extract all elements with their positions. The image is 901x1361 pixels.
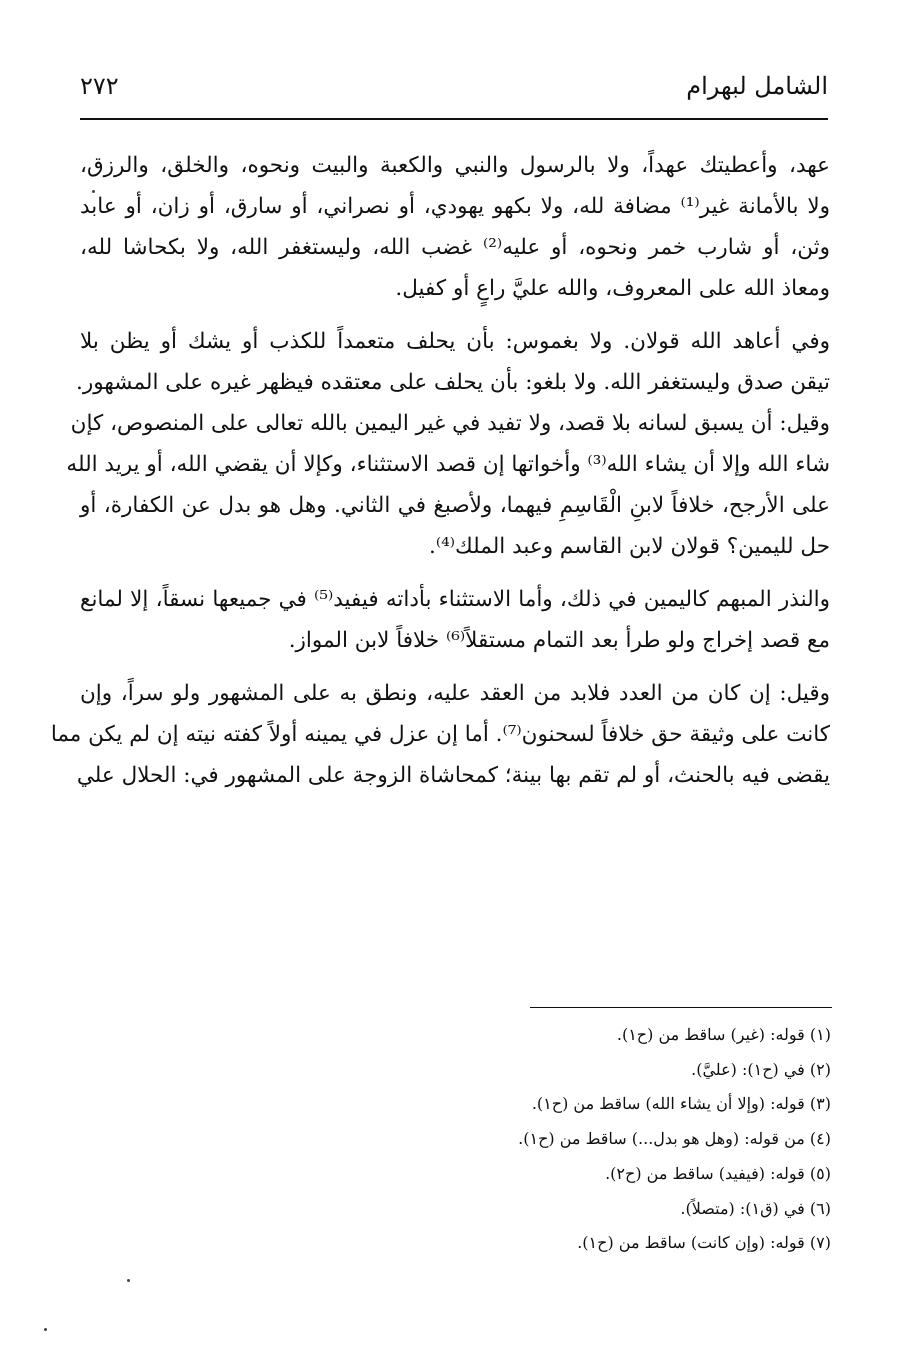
page-number: ٢٧٢ (80, 72, 119, 100)
header-divider (80, 118, 828, 120)
page-header (80, 72, 828, 114)
paragraph (66, 321, 830, 567)
text-line: وقيل: أن يسبق لسانه بلا قصد، ولا تفيد في غير اليمين بالله تعالى على المنصوص، كإن (70, 411, 830, 436)
text-line: ومعاذ الله على المعروف، والله عليَّ راعٍ أو كفيل. (395, 276, 830, 301)
text-line: عهد، وأعطيتك عهداً، ولا بالرسول والنبي والكعبة والبيت ونحوه، والخلق، والرزق، (80, 153, 830, 178)
footnote-item: (٤) من قوله: (وهل هو بدل...) ساقط من (ح١). (518, 1129, 831, 1149)
text-line: وفي أعاهد الله قولان. ولا بغموس: بأن يحلف متعمداً للكذب أو يشك أو يظن بلا (80, 329, 830, 354)
scan-speck (127, 1279, 130, 1282)
scan-speck (92, 190, 95, 193)
footnote-item: (٢) في (ح١): (عليَّ). (691, 1059, 831, 1079)
footnote-item: (١) قوله: (غير) ساقط من (ح١). (616, 1025, 831, 1044)
footnote-divider (530, 1007, 832, 1008)
text-line: يقضى فيه بالحنث، أو لم تقم بها بينة؛ كمحاشاة الزوجة على المشهور في: الحلال علي (76, 763, 830, 788)
scan-speck (44, 1328, 47, 1331)
text-line: وقيل: إن كان من العدد فلابد من العقد عليه، ونطق به على المشهور ولو سراً، وإن (80, 681, 830, 706)
text-line: حل لليمين؟ قولان لابن القاسم وعبد الملك⁽⁴⁾. (429, 534, 830, 559)
text-line: كانت على وثيقة حق خلافاً لسحنون⁽⁷⁾. أما إن عزل في يمينه أولاً كفته نيته إن لم يكن مما (50, 722, 830, 747)
running-title: الشامل لبهرام (686, 72, 828, 100)
text-line: على الأرجح، خلافاً لابنِ الْقَاسِمِ فيهما، ولأصبغ في الثاني. وهل هو بدل عن الكفارة، أو (80, 493, 830, 518)
text-line: والنذر المبهم كاليمين في ذلك، وأما الاستثناء بأداته فيفيد⁽⁵⁾ في جميعها نسقاً، إلا لمانع (80, 587, 830, 612)
text-line: وثن، أو شارب خمر ونحوه، أو عليه⁽²⁾ غضب الله، وليستغفر الله، ولا بكحاشا لله، (80, 235, 830, 260)
main-text (50, 145, 831, 808)
footnotes (331, 1018, 831, 1261)
text-line: ولا بالأمانة غير⁽¹⁾ مضافة لله، ولا بكهو يهودي، أو نصراني، أو سارق، أو زان، أو عابد (80, 194, 831, 219)
paragraph (80, 145, 830, 309)
text-line: شاء الله وإلا أن يشاء الله⁽³⁾ وأخواتها إن قصد الاستثناء، وكإلا أن يقضي الله، أو يريد الله (66, 452, 830, 477)
text-line: تيقن صدق وليستغفر الله. ولا بلغو: بأن يحلف على معتقده فيظهر غيره على المشهور. (76, 370, 830, 395)
paragraph (80, 579, 830, 661)
footnote-item: (٧) قوله: (وإن كانت) ساقط من (ح١). (577, 1233, 831, 1253)
footnote-item: (٣) قوله: (وإلا أن يشاء الله) ساقط من (ح١). (531, 1094, 831, 1114)
footnote-item: (٦) في (ق١): (متصلاً). (680, 1198, 831, 1218)
text-line: مع قصد إخراج ولو طرأ بعد التمام مستقلاً⁽⁶⁾ خلافاً لابن المواز. (288, 628, 830, 653)
footnote-item: (٥) قوله: (فيفيد) ساقط من (ح٢). (605, 1163, 831, 1183)
paragraph (50, 673, 830, 796)
